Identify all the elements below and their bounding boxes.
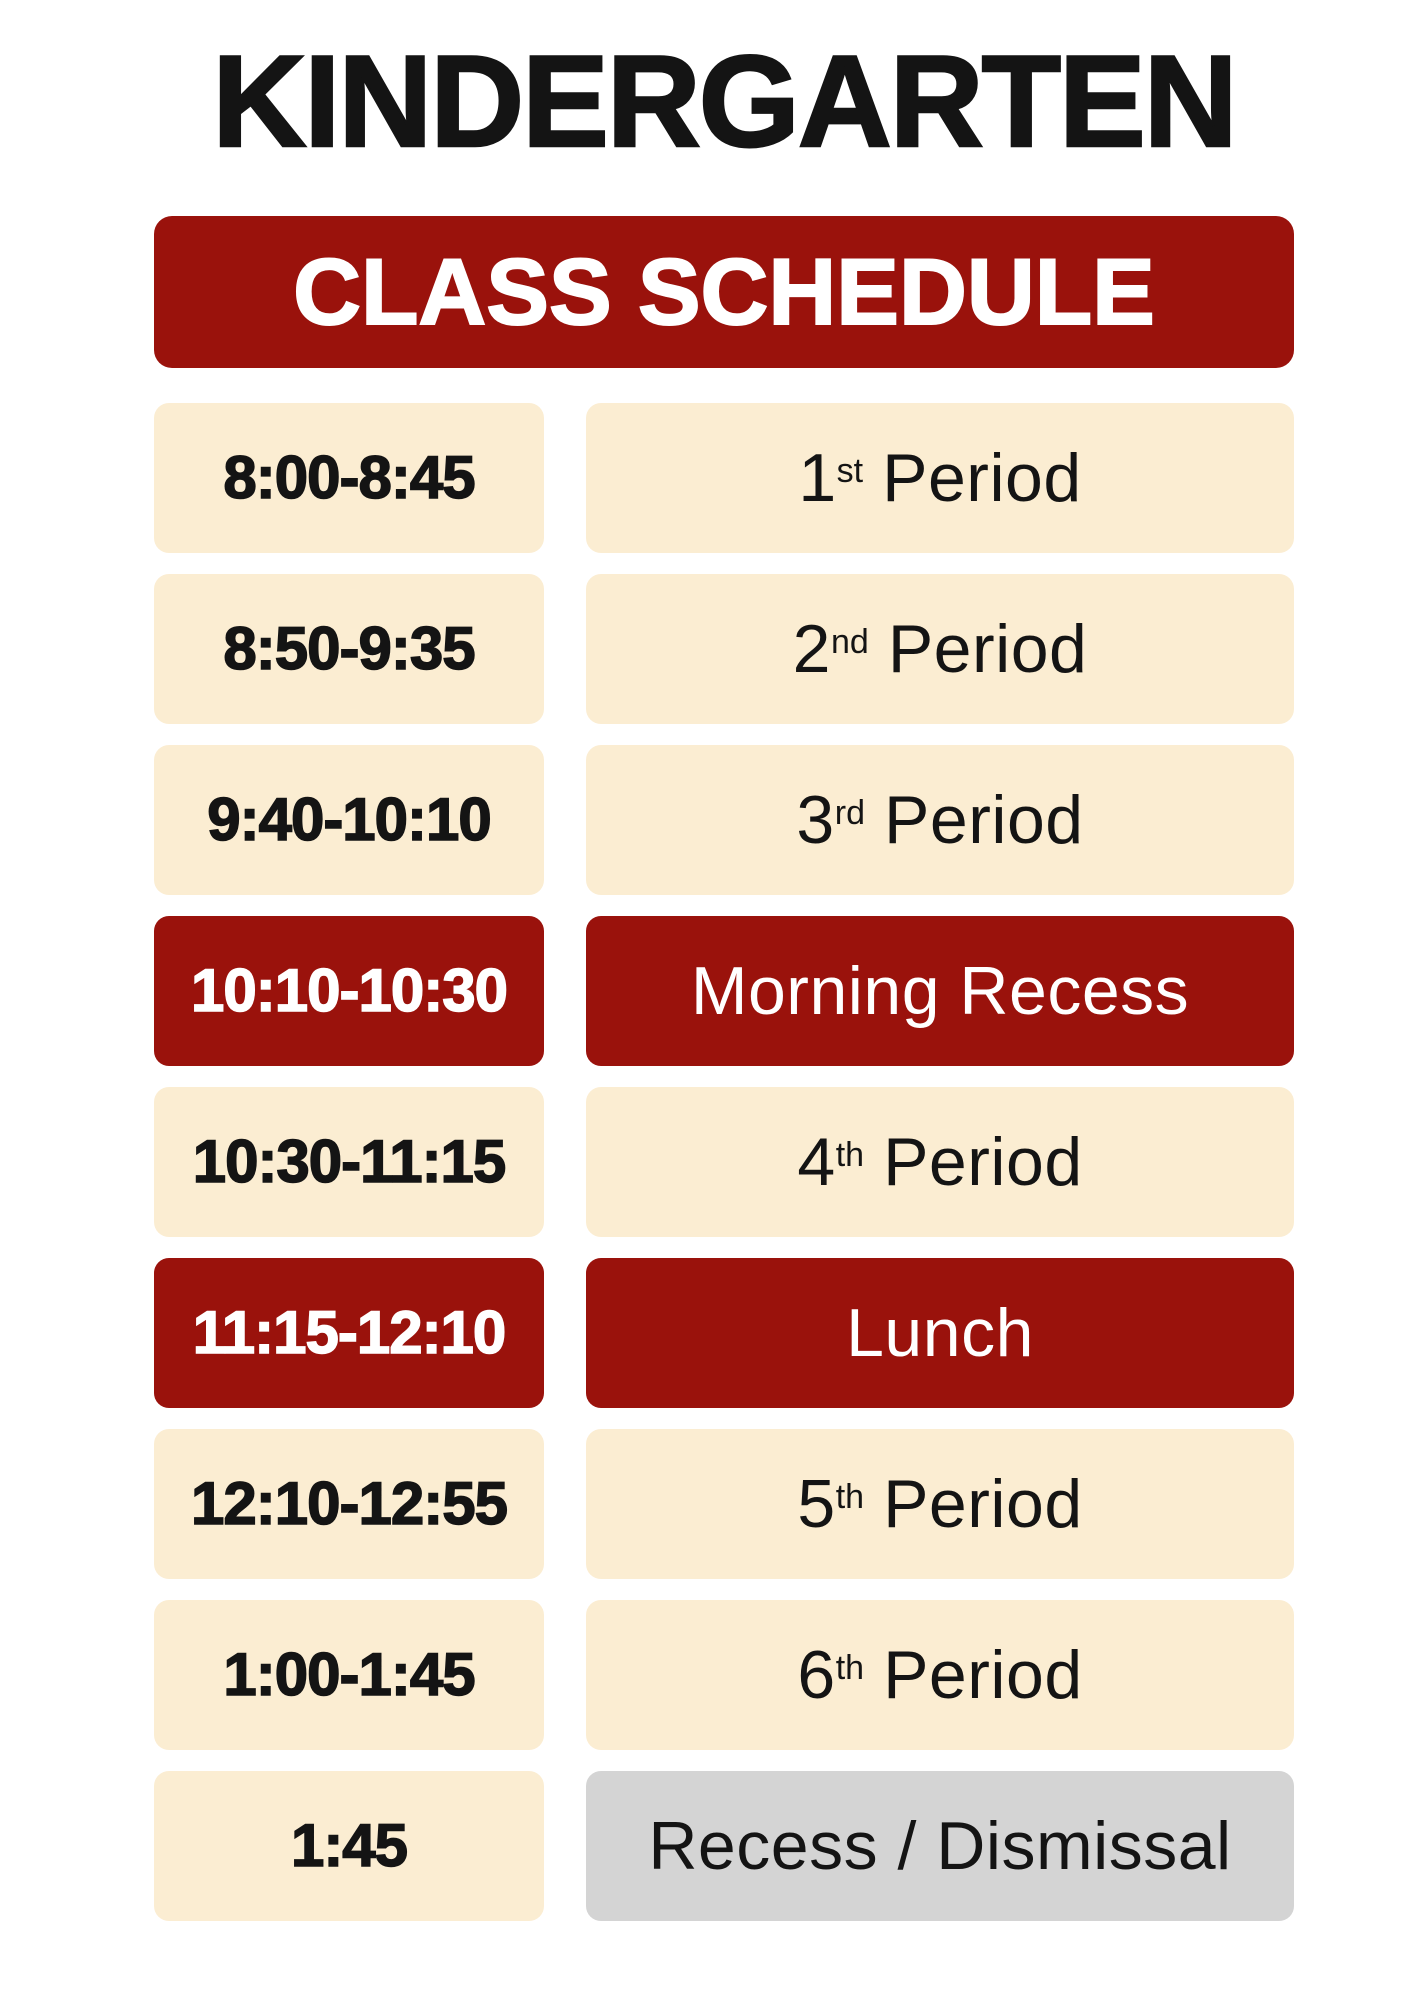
ordinal-suffix: nd: [830, 622, 869, 661]
period-cell: [586, 1600, 1294, 1750]
time-cell: [154, 1258, 544, 1408]
period-number: 6: [797, 1637, 836, 1713]
time-label: 8:00-8:45: [223, 444, 475, 511]
table-row: [154, 1258, 1294, 1408]
table-row: [154, 403, 1294, 553]
schedule-table: [154, 403, 1294, 1921]
period-number: 2: [792, 611, 831, 687]
time-cell: [154, 574, 544, 724]
period-cell: [586, 1087, 1294, 1237]
time-cell: [154, 1771, 544, 1921]
time-label: 9:40-10:10: [207, 786, 491, 853]
time-label: 8:50-9:35: [223, 615, 475, 682]
time-cell: [154, 745, 544, 895]
time-label: 10:30-11:15: [192, 1128, 506, 1195]
period-label: [792, 611, 1088, 687]
table-row: [154, 1771, 1294, 1921]
page-title: KINDERGARTEN: [212, 28, 1236, 174]
table-row: [154, 745, 1294, 895]
period-label: [798, 440, 1082, 516]
table-row: [154, 1087, 1294, 1237]
ordinal-suffix: th: [835, 1477, 865, 1516]
time-label: 10:10-10:30: [191, 957, 507, 1024]
period-word: Period: [887, 611, 1088, 687]
period-number: 1: [798, 440, 837, 516]
period-label: Morning Recess: [690, 953, 1190, 1029]
period-word: Period: [882, 440, 1082, 516]
schedule-poster: [154, 0, 1294, 1921]
period-label: [796, 782, 1084, 858]
period-cell: [586, 574, 1294, 724]
time-cell: [154, 1600, 544, 1750]
table-row: [154, 1600, 1294, 1750]
period-word: Period: [883, 1466, 1083, 1542]
time-cell: [154, 403, 544, 553]
period-number: 4: [797, 1124, 836, 1200]
period-word: Period: [884, 782, 1084, 858]
time-cell: [154, 1087, 544, 1237]
time-label: 12:10-12:55: [191, 1470, 507, 1537]
period-label: [797, 1466, 1083, 1542]
table-row: [154, 916, 1294, 1066]
ordinal-suffix: th: [835, 1135, 865, 1174]
time-cell: [154, 916, 544, 1066]
schedule-banner: [154, 216, 1294, 368]
period-label: [797, 1124, 1083, 1200]
period-cell: [586, 403, 1294, 553]
table-row: [154, 1429, 1294, 1579]
time-label: 1:00-1:45: [223, 1641, 475, 1708]
period-label: Recess / Dismissal: [648, 1808, 1232, 1884]
ordinal-suffix: rd: [834, 793, 865, 832]
time-label: 1:45: [290, 1812, 408, 1879]
period-label: Lunch: [846, 1295, 1034, 1371]
period-number: 3: [796, 782, 835, 858]
ordinal-suffix: st: [836, 451, 864, 490]
period-cell: [586, 1771, 1294, 1921]
banner-label: CLASS SCHEDULE: [293, 239, 1155, 344]
period-word: Period: [883, 1124, 1083, 1200]
time-label: 11:15-12:10: [192, 1299, 506, 1366]
period-cell: [586, 745, 1294, 895]
table-row: [154, 574, 1294, 724]
period-word: Period: [883, 1637, 1083, 1713]
period-cell: [586, 1429, 1294, 1579]
time-cell: [154, 1429, 544, 1579]
ordinal-suffix: th: [835, 1648, 865, 1687]
period-number: 5: [797, 1466, 836, 1542]
period-label: [797, 1637, 1083, 1713]
period-cell: [586, 1258, 1294, 1408]
period-cell: [586, 916, 1294, 1066]
